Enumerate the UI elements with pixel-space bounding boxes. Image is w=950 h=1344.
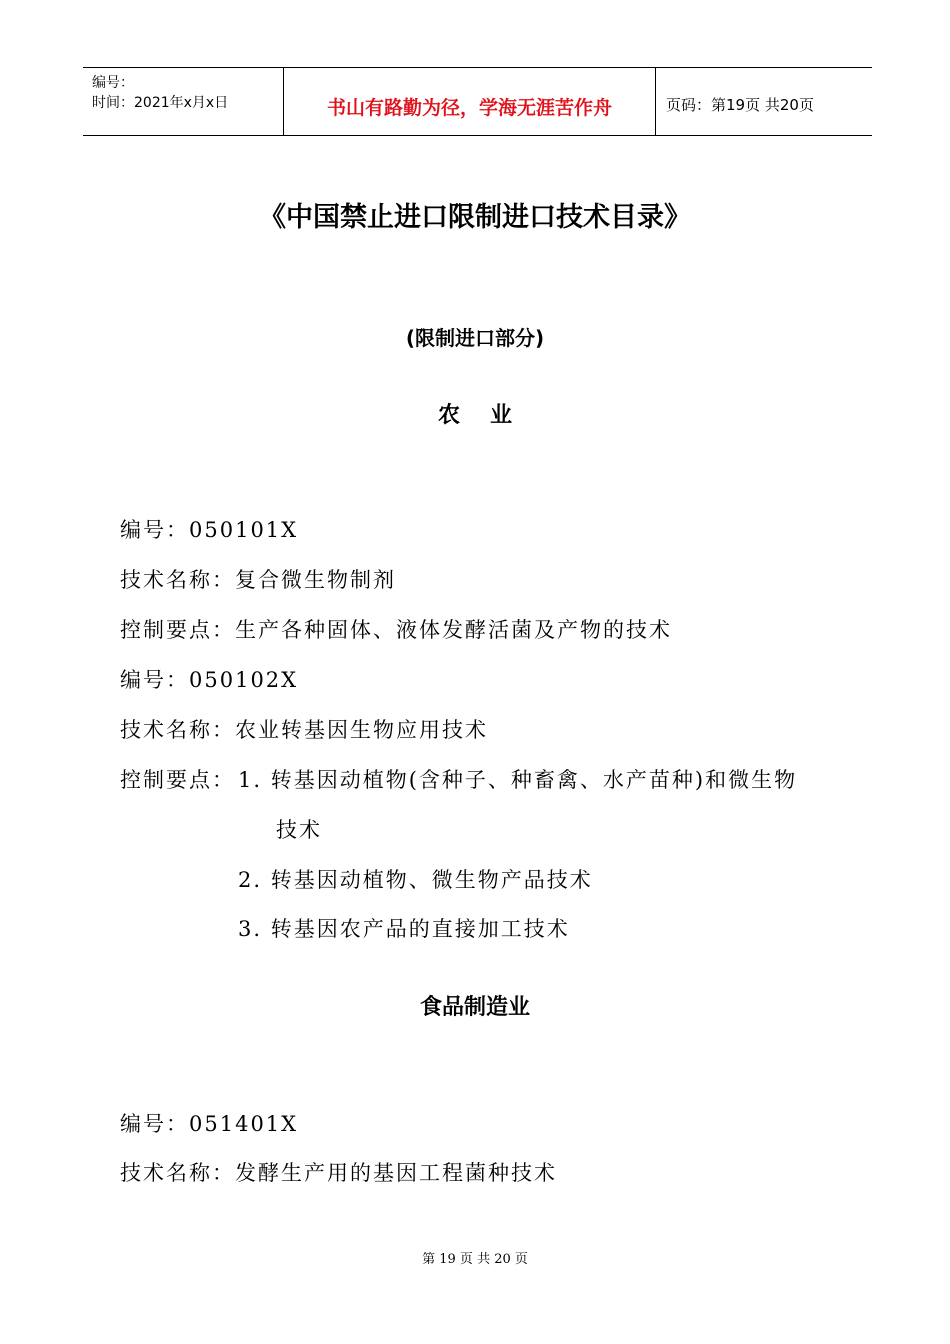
page-footer: 第 19 页 共 20 页 bbox=[422, 1252, 528, 1267]
control-item: 2. 转基因动植物、微生物产品技术 bbox=[238, 868, 593, 892]
entry-tech-name: 技术名称：发酵生产用的基因工程菌种技术 bbox=[120, 1161, 557, 1185]
entry-number: 编号：051401X bbox=[120, 1112, 299, 1136]
document-subtitle: (限制进口部分) bbox=[405, 326, 545, 350]
entry-control-label: 控制要点： bbox=[120, 768, 235, 792]
header-meta-cell bbox=[83, 68, 284, 135]
page-info: 页码：第19页 共20页 bbox=[666, 96, 814, 114]
entry-tech-name: 技术名称：复合微生物制剂 bbox=[120, 568, 396, 592]
control-item-continued: 技术 bbox=[276, 818, 322, 842]
motto: 书山有路勤为径，学海无涯苦作舟 bbox=[326, 97, 612, 119]
section-heading-agriculture: 农业 bbox=[437, 403, 542, 428]
number-label: 编号： bbox=[92, 75, 134, 91]
header-motto-cell bbox=[284, 68, 656, 135]
entry-tech-name: 技术名称：农业转基因生物应用技术 bbox=[120, 718, 488, 742]
document-title: 《中国禁止进口限制进口技术目录》 bbox=[259, 202, 691, 233]
section-heading-food-manufacturing: 食品制造业 bbox=[419, 995, 530, 1020]
control-item: 1. 转基因动植物(含种子、种畜禽、水产苗种)和微生物 bbox=[238, 768, 798, 792]
entry-number: 编号：050101X bbox=[120, 518, 299, 542]
header-table bbox=[83, 67, 872, 136]
entry-number: 编号：050102X bbox=[120, 668, 299, 692]
entry-control-points: 控制要点：生产各种固体、液体发酵活菌及产物的技术 bbox=[120, 618, 672, 642]
header-page-cell bbox=[656, 68, 872, 135]
control-item: 3. 转基因农产品的直接加工技术 bbox=[238, 917, 570, 941]
time-label: 时间：2021年x月x日 bbox=[92, 95, 229, 111]
